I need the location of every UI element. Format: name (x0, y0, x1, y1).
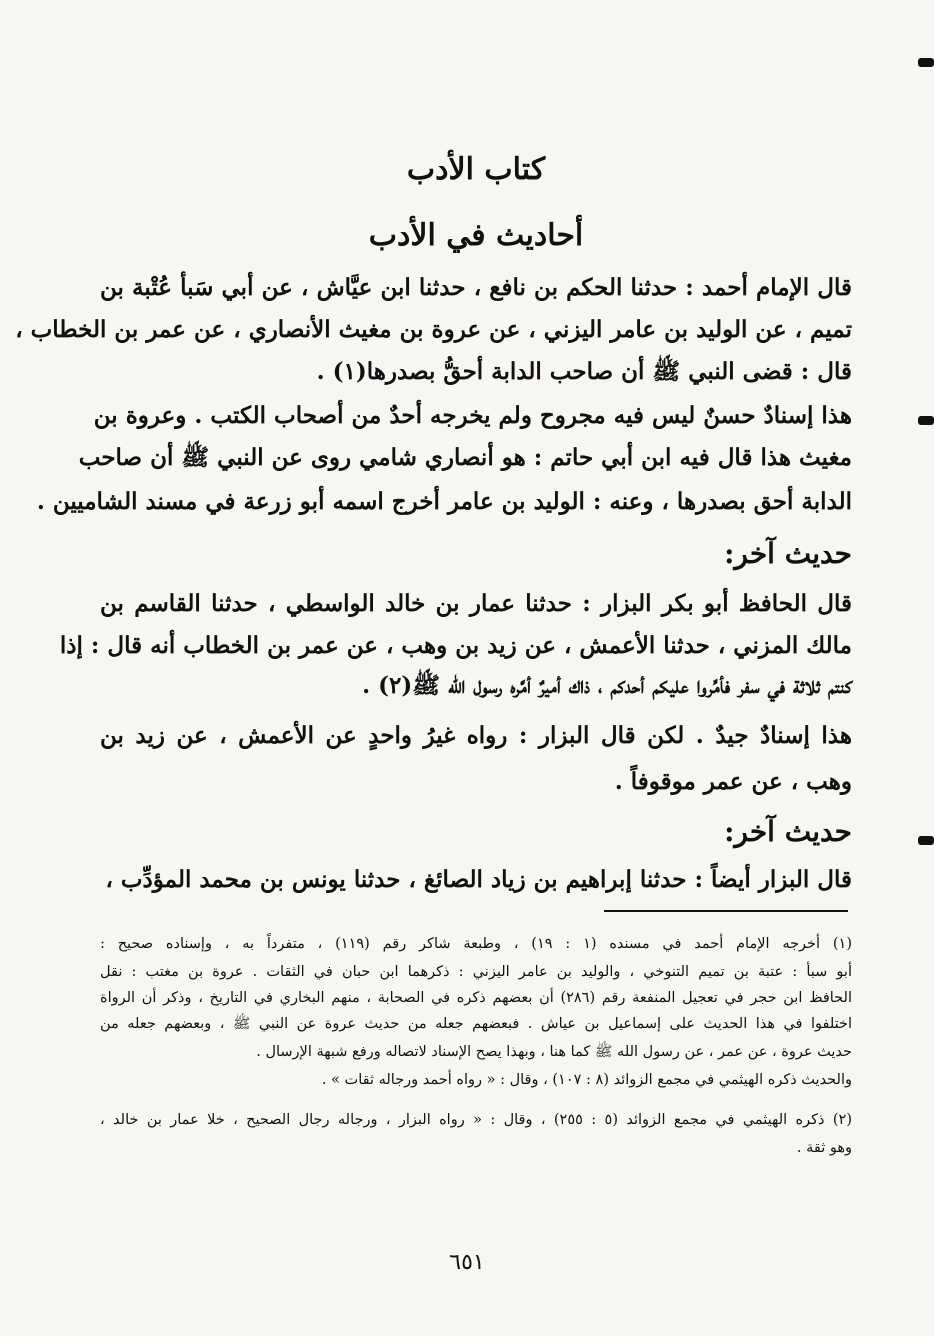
footnote-line: والحديث ذكره الهيثمي في مجمع الزوائد (٨ : ١٠٧) ، وقال : « رواه أحمد ورجاله ثقات » . (321, 1072, 852, 1088)
chapter-title: أحاديث في الأدب (368, 218, 584, 253)
footnote-separator (604, 910, 848, 912)
footnote-line: (١) أخرجه الإمام أحمد في مسنده (١ : ١٩) ، وطبعة شاكر رقم (١١٩) ، متفرداً به ، وإسناده صحيح : (100, 936, 852, 952)
hadith2-line: مالك المزني ، حدثنا الأعمش ، عن زيد بن وهب ، عن عمر بن الخطاب أنه قال : إذا (59, 632, 852, 659)
section-heading: حديث آخر: (724, 537, 852, 570)
hadith2-line: كنتم ثلاثة في سفر فأمِّروا عليكم أحدكم ، ذاك أميرٌ أمَّره رسول الله ﷺ(٢) . (362, 672, 852, 699)
comment1-line: مغيث هذا قال فيه ابن أبي حاتم : هو أنصاري شامي روى عن النبي ﷺ أن صاحب (78, 444, 852, 471)
footnote-line: الحافظ ابن حجر في تعجيل المنفعة رقم (٢٨٦) أن بعضهم ذكره في الصحابة ، منهم البخاري في التاريخ ، وذكر أن الرواة (100, 990, 852, 1006)
footnote-line: (٢) ذكره الهيثمي في مجمع الزوائد (٥ : ٢٥٥) ، وقال : « رواه البزار ، ورجاله رجال الصحيح ، خلا عمار بن خالد ، (100, 1112, 852, 1128)
footnote-line: أبو سبأ : عتبة بن تميم التنوخي ، والوليد بن عامر اليزني : ذكرهما ابن حبان في الثقات . عروة بن مغتب : نقل (100, 964, 852, 980)
footnote-line: حديث عروة ، عن عمر ، عن رسول الله ﷺ كما هنا ، وبهذا يصح الإسناد لاتصاله ورفع شبهة الإرسال . (256, 1044, 852, 1060)
comment1-line: الدابة أحق بصدرها ، وعنه : الوليد بن عامر أخرج اسمه أبو زرعة في مسند الشاميين . (36, 488, 852, 515)
comment1-line: هذا إسنادٌ حسنٌ ليس فيه مجروح ولم يخرجه أحدٌ من أصحاب الكتب . وعروة بن (93, 402, 852, 429)
hadith2-line: قال الحافظ أبو بكر البزار : حدثنا عمار بن خالد الواسطي ، حدثنا القاسم بن (100, 590, 852, 617)
scan-margin-mark (918, 836, 934, 845)
comment2-line: وهب ، عن عمر موقوفاً . (614, 768, 852, 795)
scan-margin-mark (918, 416, 934, 425)
comment2-line: هذا إسنادٌ جيدٌ . لكن قال البزار : رواه غيرُ واحدٍ عن الأعمش ، عن زيد بن (100, 722, 852, 749)
footnote-line: اختلفوا في هذا الحديث على إسماعيل بن عياش . فبعضهم جعله من حديث عروة عن النبي ﷺ ، وبعضهم جعله من (100, 1016, 852, 1032)
book-title: كتاب الأدب (406, 152, 546, 187)
hadith1-line: قال : قضى النبي ﷺ أن صاحب الدابة أحقُّ بصدرها(١) . (316, 358, 852, 385)
scan-margin-mark (918, 58, 934, 67)
hadith3-line: قال البزار أيضاً : حدثنا إبراهيم بن زياد الصائغ ، حدثنا يونس بن محمد المؤدِّب ، (105, 866, 852, 893)
hadith1-line: تميم ، عن الوليد بن عامر اليزني ، عن عروة بن مغيث الأنصاري ، عن عمر بن الخطاب ، (15, 316, 852, 343)
section-heading: حديث آخر: (724, 815, 852, 848)
hadith1-line: قال الإمام أحمد : حدثنا الحكم بن نافع ، حدثنا ابن عيَّاش ، عن أبي سَبأ عُتْبة بن (100, 274, 852, 301)
page-number: ٦٥١ (449, 1250, 485, 1275)
footnote-line: وهو ثقة . (796, 1140, 852, 1156)
